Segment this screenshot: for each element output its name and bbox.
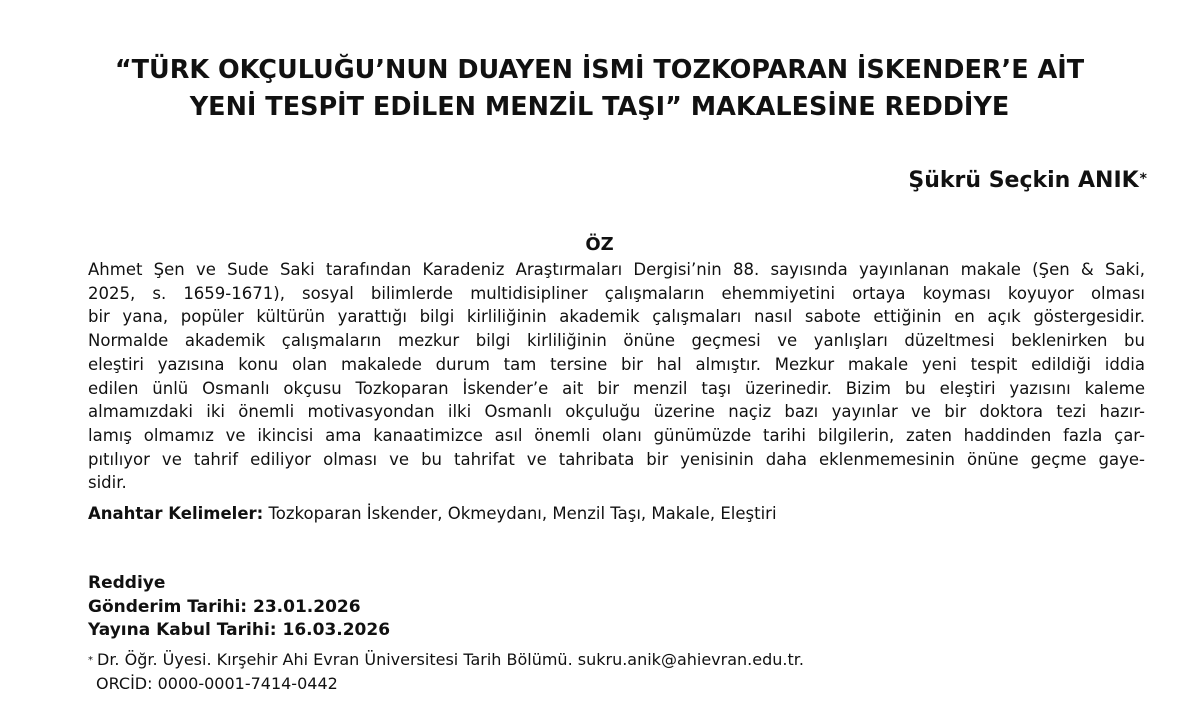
keywords-label: Anahtar Kelimeler: xyxy=(88,504,264,523)
abstract-heading: ÖZ xyxy=(585,234,614,255)
abstract-line: Normalde akademik çalışmaların mezkur bilgi kirliliğinin önüne geçmesi ve yanlışları düzeltmesi beklenirken bu xyxy=(88,331,1145,351)
author-name-text: Şükrü Seçkin ANIK xyxy=(908,168,1139,193)
article-title-line-1: “TÜRK OKÇULUĞU’NUN DUAYEN İSMİ TOZKOPARAN İSKENDER’E AİT xyxy=(114,55,1085,85)
abstract-line: Ahmet Şen ve Sude Saki tarafından Karadeniz Araştırmaları Dergisi’nin 88. sayısında yayınlanan makale (Şen & Saki, xyxy=(88,260,1145,279)
abstract-body xyxy=(88,258,1145,495)
article-title-line-2: YENİ TESPİT EDİLEN MENZİL TAŞI” MAKALESİNE REDDİYE xyxy=(189,92,1010,122)
author-name xyxy=(908,166,1147,196)
article-meta xyxy=(88,572,390,643)
orcid: ORCİD: 0000-0001-7414-0442 xyxy=(96,674,338,693)
keywords xyxy=(88,502,1145,526)
abstract-line: bir yana, popüler kültürün yarattığı bilgi kirliliğinin akademik çalışmaları nasıl sabote ettiğinin en açık göstergesidir. xyxy=(88,307,1145,327)
abstract-line: eleştiri yazısına konu olan makalede durum tam tersine bir hal almıştır. Mezkur makale yeni tespit edildiği iddia xyxy=(88,354,1145,374)
abstract-line: lamış olmamız ve ikincisi ama kanaatimizce asıl önemli olanı günümüzde tarihi bilgilerin, zaten haddinden fazla çar- xyxy=(88,425,1145,445)
article-type: Reddiye xyxy=(88,573,166,593)
abstract-line: almamızdaki iki önemli motivasyondan ilki Osmanlı okçuluğu üzerine naçiz bazı yayınlar ve bir doktora tezi hazır- xyxy=(88,402,1145,422)
abstract-line: pıtılıyor ve tahrif ediliyor olması ve bu tahrifat ve tahribata bir yenisinin daha eklenmemesinin önüne geçme gaye- xyxy=(88,449,1145,469)
author-footnote-mark: * xyxy=(1139,171,1147,187)
footnote-mark: * xyxy=(88,655,93,666)
submission-date: Gönderim Tarihi: 23.01.2026 xyxy=(88,596,361,617)
author-footnote xyxy=(88,648,804,696)
abstract-line: edilen ünlü Osmanlı okçusu Tozkoparan İskender’e ait bir menzil taşı üzerinedir. Bizim bu eleştiri yazısını kaleme xyxy=(88,378,1145,398)
abstract-line: 2025, s. 1659-1671), sosyal bilimlerde multidisipliner çalışmaların ehemmiyetini ortaya koyması koyuyor olması xyxy=(88,283,1145,303)
keywords-text: Tozkoparan İskender, Okmeydanı, Menzil Taşı, Makale, Eleştiri xyxy=(263,504,777,523)
article-title xyxy=(0,52,1199,126)
abstract-line: sidir. xyxy=(88,473,127,493)
acceptance-date: Yayına Kabul Tarihi: 16.03.2026 xyxy=(88,620,391,640)
footnote-affiliation: Dr. Öğr. Üyesi. Kırşehir Ahi Evran Üniversitesi Tarih Bölümü. sukru.anik@ahievran.edu.tr. xyxy=(97,650,804,669)
